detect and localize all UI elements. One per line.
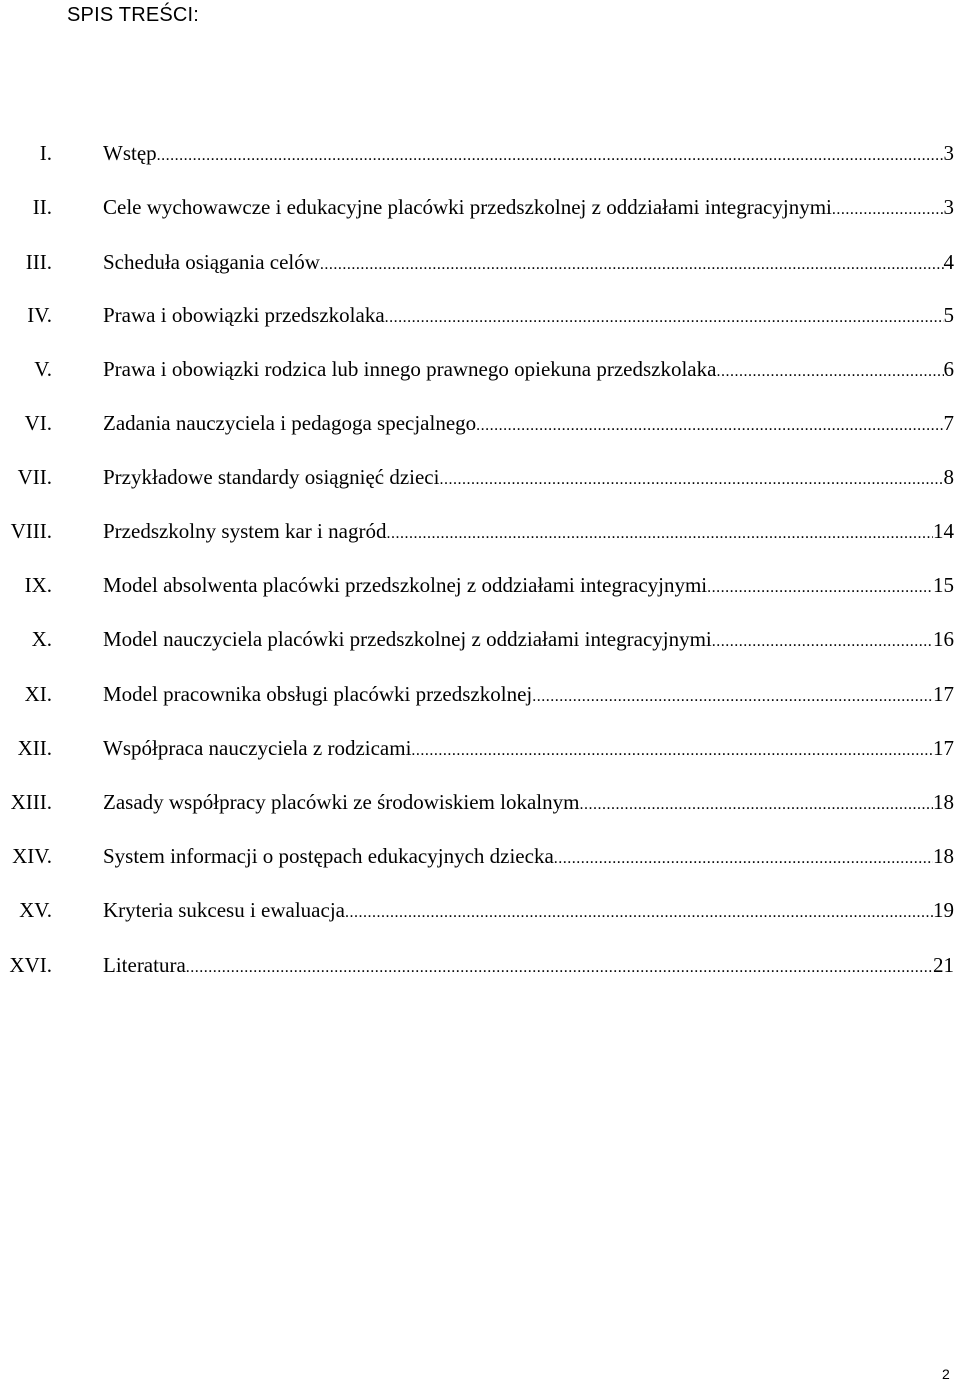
dot-leader xyxy=(532,682,933,712)
toc-entry-title: Cele wychowawcze i edukacyjne placówki przedszkolnej z oddziałami integracyjnymi xyxy=(103,195,832,219)
dot-leader xyxy=(716,357,943,387)
toc-entry-page: 17 xyxy=(933,682,954,706)
toc-entry-title: Współpraca nauczyciela z rodzicami xyxy=(103,736,412,760)
toc-entry-number: XI. xyxy=(24,682,52,706)
toc-entry-title: Model nauczyciela placówki przedszkolnej z oddziałami integracyjnymi xyxy=(103,627,712,651)
toc-entry-number: I. xyxy=(39,141,52,165)
toc-entry xyxy=(0,192,960,222)
toc-entry-title: Literatura xyxy=(103,953,186,977)
toc-entry-title: Przedszkolny system kar i nagród xyxy=(103,519,387,543)
toc-entry xyxy=(0,354,960,384)
toc-entry-page: 19 xyxy=(933,898,954,922)
toc-entry-number: II. xyxy=(32,195,52,219)
toc-entry xyxy=(0,624,960,654)
toc-entry xyxy=(0,570,960,600)
toc-entry-title: Scheduła osiągania celów xyxy=(103,250,320,274)
toc-entry-title: Zadania nauczyciela i pedagoga specjalnego xyxy=(103,411,477,435)
toc-entry-page: 8 xyxy=(943,465,954,489)
toc-entry-page: 7 xyxy=(943,411,954,435)
toc-entry-page: 5 xyxy=(943,303,954,327)
toc-entry-number: IX. xyxy=(24,573,52,597)
toc-entry-number: VIII. xyxy=(10,519,52,543)
toc-entry xyxy=(0,247,960,277)
toc-entry-title: Przykładowe standardy osiągnięć dzieci xyxy=(103,465,440,489)
page-number: 2 xyxy=(942,1366,950,1382)
toc-entry xyxy=(0,787,960,817)
dot-leader xyxy=(476,411,943,441)
dot-leader xyxy=(579,790,933,820)
toc-entry-number: XIV. xyxy=(12,844,52,868)
toc-entry-title: Wstęp xyxy=(103,141,157,165)
toc-entry-page: 21 xyxy=(933,953,954,977)
toc-entry-page: 3 xyxy=(943,195,954,219)
toc-entry-page: 14 xyxy=(933,519,954,543)
dot-leader xyxy=(157,141,944,171)
toc-entry-title: System informacji o postępach edukacyjnych dziecka xyxy=(103,844,554,868)
dot-leader xyxy=(385,303,944,333)
toc-entry-number: XIII. xyxy=(10,790,52,814)
toc-entry-number: IV. xyxy=(27,303,52,327)
toc-entry-page: 3 xyxy=(943,141,954,165)
toc-entry-number: III. xyxy=(25,250,52,274)
dot-leader xyxy=(707,573,933,603)
toc-entry-title: Prawa i obowiązki rodzica lub innego prawnego opiekuna przedszkolaka xyxy=(103,357,717,381)
toc-entry-title: Prawa i obowiązki przedszkolaka xyxy=(103,303,385,327)
toc-entry-page: 15 xyxy=(933,573,954,597)
toc-entry xyxy=(0,895,960,925)
toc-entry-page: 16 xyxy=(933,627,954,651)
dot-leader xyxy=(411,736,933,766)
toc-entry xyxy=(0,841,960,871)
toc-entry-page: 6 xyxy=(943,357,954,381)
dot-leader xyxy=(320,250,944,280)
document-title: SPIS TREŚCI: xyxy=(67,4,200,26)
dot-leader xyxy=(345,898,933,928)
toc-entry-number: XV. xyxy=(19,898,52,922)
toc-entry xyxy=(0,950,960,980)
toc-entry-number: XII. xyxy=(17,736,52,760)
toc-entry xyxy=(0,138,960,168)
toc-entry xyxy=(0,733,960,763)
dot-leader xyxy=(386,519,933,549)
toc-entry-title: Model pracownika obsługi placówki przedszkolnej xyxy=(103,682,533,706)
dot-leader xyxy=(439,465,943,495)
toc-entry-number: XVI. xyxy=(9,953,52,977)
toc-entry xyxy=(0,679,960,709)
toc-entry-number: X. xyxy=(31,627,52,651)
toc-entry xyxy=(0,300,960,330)
dot-leader xyxy=(712,627,933,657)
toc-entry xyxy=(0,516,960,546)
toc-entry-page: 18 xyxy=(933,790,954,814)
toc-entry-page: 4 xyxy=(943,250,954,274)
toc-entry-number: VII. xyxy=(17,465,52,489)
toc-entry xyxy=(0,408,960,438)
toc-entry-title: Model absolwenta placówki przedszkolnej z oddziałami integracyjnymi xyxy=(103,573,708,597)
toc-entry-page: 17 xyxy=(933,736,954,760)
toc-entry xyxy=(0,462,960,492)
toc-entry-title: Kryteria sukcesu i ewaluacja xyxy=(103,898,345,922)
toc-entry-page: 18 xyxy=(933,844,954,868)
toc-entry-title: Zasady współpracy placówki ze środowiskiem lokalnym xyxy=(103,790,580,814)
dot-leader xyxy=(832,195,944,225)
toc-entry-number: VI. xyxy=(24,411,52,435)
toc-entry-number: V. xyxy=(34,357,52,381)
dot-leader xyxy=(554,844,933,874)
dot-leader xyxy=(186,953,933,983)
